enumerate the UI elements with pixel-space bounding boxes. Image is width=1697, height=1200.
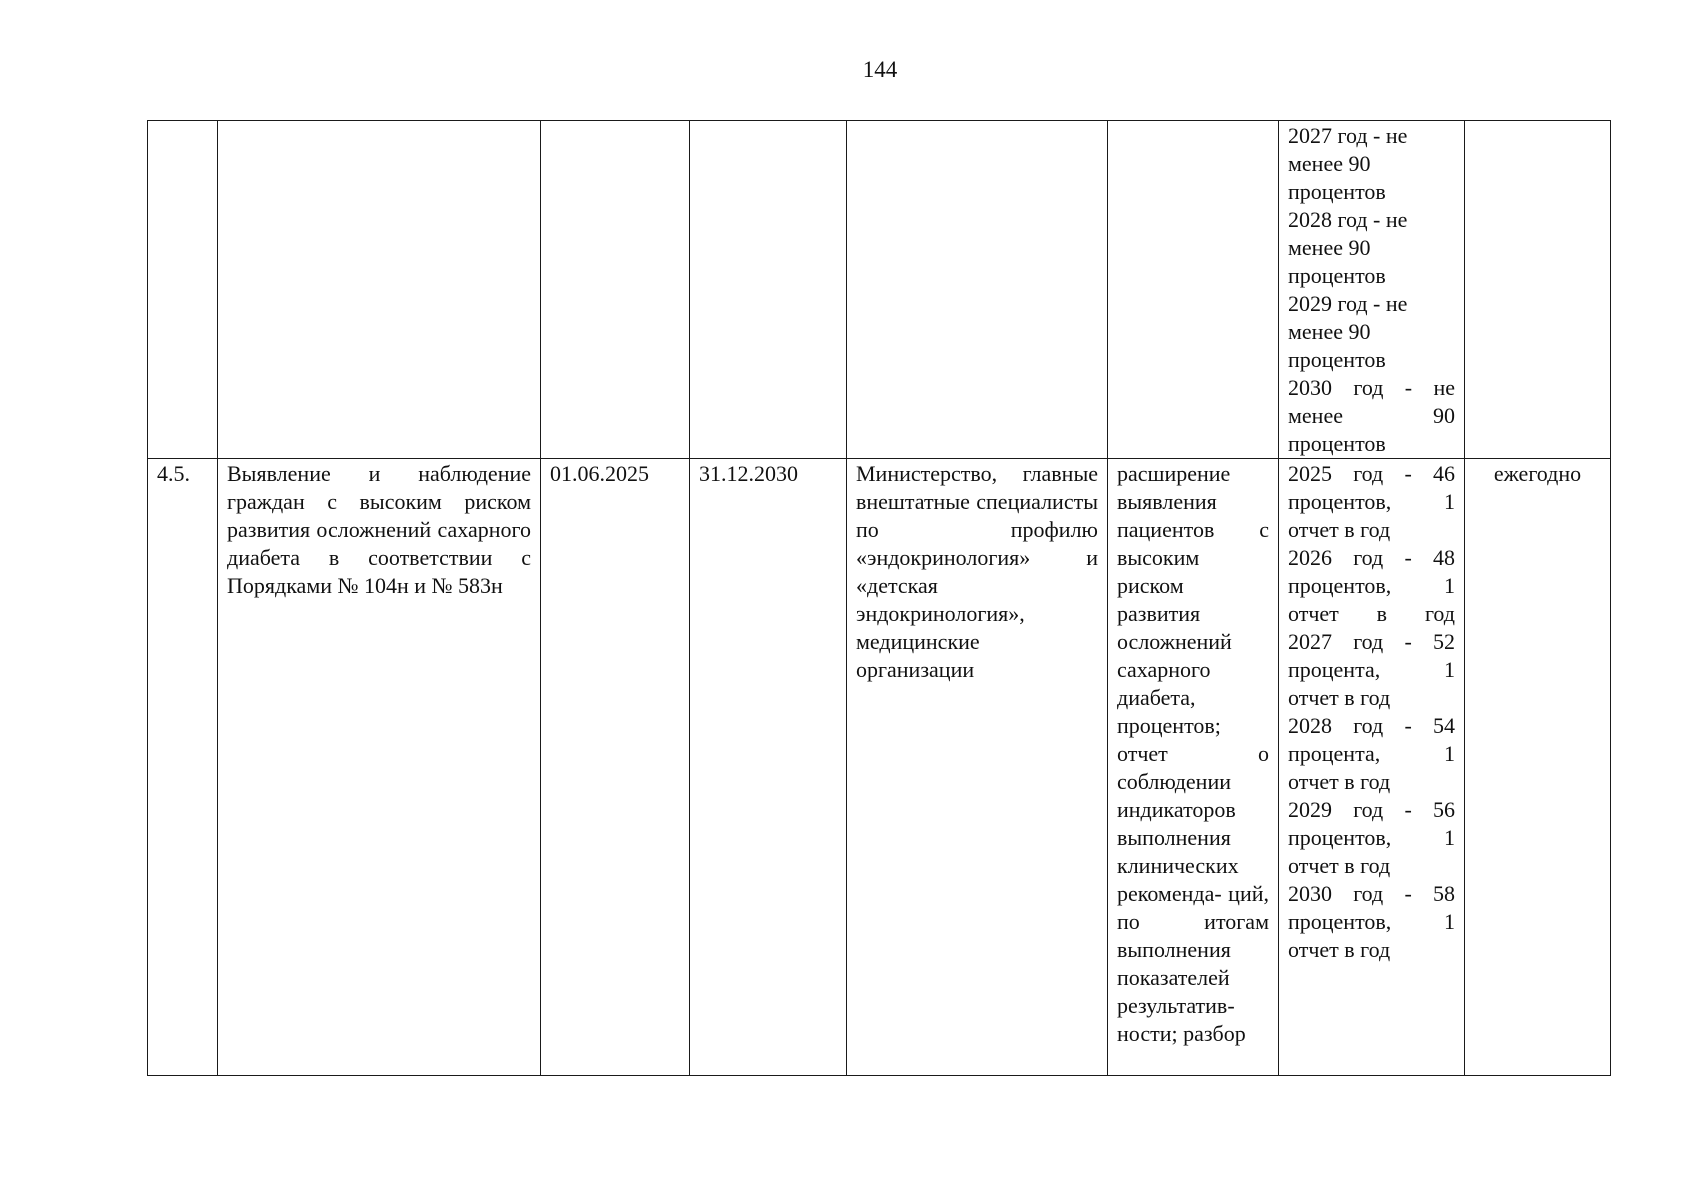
- indicator-line: 2030 год - 58: [1288, 881, 1455, 906]
- indicator-line: 2028 год - не: [1288, 207, 1408, 232]
- indicator-line: 2027 год - не: [1288, 123, 1408, 148]
- cell-indicator-continued: [1279, 121, 1465, 459]
- cell-start-date: 01.06.2025: [541, 459, 690, 1076]
- indicator-line: отчет в год: [1288, 517, 1391, 542]
- cell-end-date: 31.12.2030: [690, 459, 847, 1076]
- indicator-line: процентов: [1288, 179, 1386, 204]
- cell-result: расширение выявления пациентов с высоким риском развития осложнений сахарного диабета, процентов; отчет о соблюдении индикаторов выполнения клинических рекоменда- ций, по итогам выполнения показателей результатив- ности; разбор: [1108, 459, 1279, 1076]
- cell-result-empty: [1108, 121, 1279, 459]
- indicator-line: отчет в год: [1288, 853, 1391, 878]
- indicator-line: 2029 год - 56: [1288, 797, 1455, 822]
- indicator-line: процентов, 1: [1288, 825, 1455, 850]
- indicator-line: отчет в год: [1288, 937, 1391, 962]
- indicator-line: менее 90: [1288, 403, 1455, 428]
- cell-number-empty: [148, 121, 218, 459]
- indicator-line: менее 90: [1288, 235, 1371, 260]
- indicator-line: 2027 год - 52: [1288, 629, 1455, 654]
- cell-start-date-empty: [541, 121, 690, 459]
- indicator-line: процентов: [1288, 347, 1386, 372]
- page-number: 144: [862, 57, 898, 82]
- indicator-line: процентов, 1: [1288, 573, 1455, 598]
- indicator-line: процентов, 1: [1288, 909, 1455, 934]
- cell-frequency: ежегодно: [1465, 459, 1611, 1076]
- cell-responsible-empty: [847, 121, 1108, 459]
- measures-table: [147, 120, 1611, 1076]
- cell-measure-empty: [218, 121, 541, 459]
- indicator-line: отчет в год: [1288, 601, 1455, 626]
- cell-end-date-empty: [690, 121, 847, 459]
- indicator-line: менее 90: [1288, 151, 1371, 176]
- indicator-line: 2029 год - не: [1288, 291, 1408, 316]
- indicator-line: 2026 год - 48: [1288, 545, 1455, 570]
- indicator-line: менее 90: [1288, 319, 1371, 344]
- cell-number: 4.5.: [148, 459, 218, 1076]
- indicator-line: процента, 1: [1288, 741, 1455, 766]
- table-row-4-5: [148, 459, 1611, 1076]
- cell-indicator: [1279, 459, 1465, 1076]
- indicator-line: 2025 год - 46: [1288, 461, 1455, 486]
- cell-frequency-empty: [1465, 121, 1611, 459]
- indicator-line: процентов, 1: [1288, 489, 1455, 514]
- indicator-line: процента, 1: [1288, 657, 1455, 682]
- indicator-line: отчет в год: [1288, 685, 1391, 710]
- indicator-line: процентов: [1288, 263, 1386, 288]
- cell-measure: Выявление и наблюдение граждан с высоким риском развития осложнений сахарного диабета в соответствии с Порядками № 104н и № 583н: [218, 459, 541, 1076]
- indicator-line: процентов: [1288, 431, 1386, 456]
- indicator-line: отчет в год: [1288, 769, 1391, 794]
- indicator-line: 2030 год - не: [1288, 375, 1455, 400]
- indicator-line: 2028 год - 54: [1288, 713, 1455, 738]
- table-row-continued: [148, 121, 1611, 459]
- cell-responsible: Министерство, главные внештатные специалисты по профилю «эндокринология» и «детская эндокринология», медицинские организации: [847, 459, 1108, 1076]
